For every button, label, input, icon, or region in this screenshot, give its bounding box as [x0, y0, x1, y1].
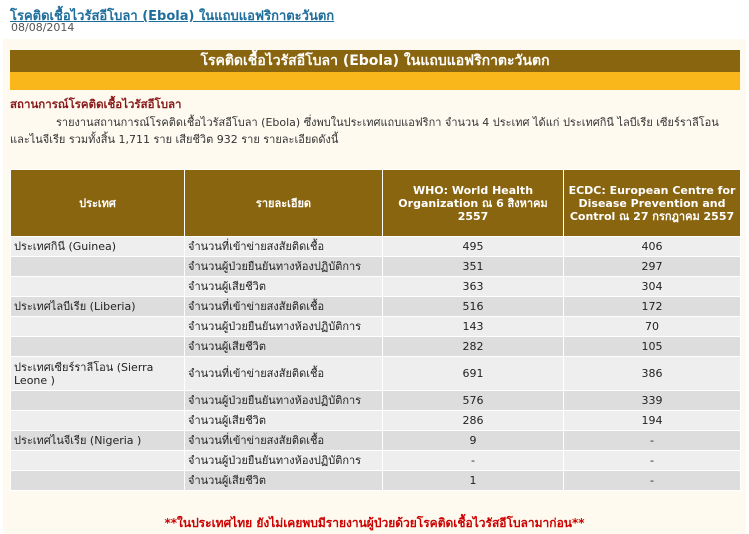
ecdc-value-cell: 105: [564, 337, 741, 357]
table-row: [11, 337, 741, 357]
table-row: [11, 237, 741, 257]
country-cell: [11, 257, 185, 277]
table-row: [11, 431, 741, 451]
who-value-cell: 143: [383, 317, 564, 337]
detail-cell: จำนวนผู้เสียชีวิต: [185, 337, 383, 357]
header-ecdc: ECDC: European Centre for Disease Prevention and Control ณ 27 กรกฎาคม 2557: [564, 170, 741, 237]
detail-cell: จำนวนที่เข้าข่ายสงสัยติดเชื้อ: [185, 237, 383, 257]
who-value-cell: 363: [383, 277, 564, 297]
table-row: [11, 411, 741, 431]
header-country: ประเทศ: [11, 170, 185, 237]
country-cell: [11, 411, 185, 431]
detail-cell: จำนวนที่เข้าข่ายสงสัยติดเชื้อ: [185, 297, 383, 317]
table-row: [11, 317, 741, 337]
section-heading: สถานการณ์โรคติดเชื้อไวรัสอีโบลา: [10, 97, 182, 111]
table-row: [11, 391, 741, 411]
ecdc-value-cell: -: [564, 471, 741, 491]
table-row: [11, 297, 741, 317]
country-cell: [11, 317, 185, 337]
detail-cell: จำนวนผู้เสียชีวิต: [185, 411, 383, 431]
who-value-cell: 286: [383, 411, 564, 431]
banner-title: โรคติดเชื้อไวรัสอีโบลา (Ebola) ในแถบแอฟริกาตะวันตก: [10, 50, 740, 72]
header-detail: รายละเอียด: [185, 170, 383, 237]
country-cell: ประเทศเซียร์ราลีโอน (Sierra Leone ): [11, 357, 185, 391]
ecdc-value-cell: 386: [564, 357, 741, 391]
ecdc-value-cell: 297: [564, 257, 741, 277]
detail-cell: จำนวนที่เข้าข่ายสงสัยติดเชื้อ: [185, 357, 383, 391]
country-cell: [11, 471, 185, 491]
ecdc-value-cell: 70: [564, 317, 741, 337]
header-who: WHO: World Health Organization ณ 6 สิงหาคม 2557: [383, 170, 564, 237]
ebola-cases-table: [10, 169, 741, 491]
country-cell: [11, 391, 185, 411]
table-row: [11, 471, 741, 491]
country-cell: [11, 277, 185, 297]
country-cell: [11, 337, 185, 357]
country-cell: ประเทศไลบีเรีย (Liberia): [11, 297, 185, 317]
detail-cell: จำนวนผู้ป่วยยืนยันทางห้องปฏิบัติการ: [185, 317, 383, 337]
publish-date: 08/08/2014: [11, 21, 75, 34]
ecdc-value-cell: -: [564, 451, 741, 471]
who-value-cell: 691: [383, 357, 564, 391]
page-title-link[interactable]: โรคติดเชื้อไวรัสอีโบลา (Ebola) ในแถบแอฟริกาตะวันตก: [10, 9, 335, 24]
detail-cell: จำนวนผู้ป่วยยืนยันทางห้องปฏิบัติการ: [185, 451, 383, 471]
detail-cell: จำนวนผู้เสียชีวิต: [185, 471, 383, 491]
table-row: [11, 277, 741, 297]
country-cell: ประเทศไนจีเรีย (Nigeria ): [11, 431, 185, 451]
who-value-cell: 516: [383, 297, 564, 317]
intro-paragraph: รายงานสถานการณ์โรคติดเชื้อไวรัสอีโบลา (Ebola) ซึ่งพบในประเทศแถบแอฟริกา จำนวน 4 ประเทศ ได้แก่ ประเทศกินี ไลบีเรีย เซียร์ราลีโอน และไนจีเรีย รวมทั้งสิ้น 1,711 ราย เสียชีวิต 932 ราย รายละเอียดดังนี้: [10, 116, 719, 146]
ecdc-value-cell: -: [564, 431, 741, 451]
who-value-cell: 576: [383, 391, 564, 411]
ecdc-value-cell: 194: [564, 411, 741, 431]
who-value-cell: 351: [383, 257, 564, 277]
country-cell: [11, 451, 185, 471]
who-value-cell: 1: [383, 471, 564, 491]
who-value-cell: 495: [383, 237, 564, 257]
ecdc-value-cell: 304: [564, 277, 741, 297]
ecdc-value-cell: 339: [564, 391, 741, 411]
table-header-row: [11, 170, 741, 237]
detail-cell: จำนวนผู้ป่วยยืนยันทางห้องปฏิบัติการ: [185, 257, 383, 277]
table-row: [11, 257, 741, 277]
ecdc-value-cell: 406: [564, 237, 741, 257]
table-row: [11, 357, 741, 391]
detail-cell: จำนวนที่เข้าข่ายสงสัยติดเชื้อ: [185, 431, 383, 451]
detail-cell: จำนวนผู้เสียชีวิต: [185, 277, 383, 297]
banner-strip: [10, 72, 740, 90]
ecdc-value-cell: 172: [564, 297, 741, 317]
country-cell: ประเทศกินี (Guinea): [11, 237, 185, 257]
table-row: [11, 451, 741, 471]
who-value-cell: -: [383, 451, 564, 471]
footnote: **ในประเทศไทย ยังไม่เคยพบมีรายงานผู้ป่วยด้วยโรคติดเชื้อไวรัสอีโบลามาก่อน**: [164, 516, 585, 530]
who-value-cell: 282: [383, 337, 564, 357]
detail-cell: จำนวนผู้ป่วยยืนยันทางห้องปฏิบัติการ: [185, 391, 383, 411]
who-value-cell: 9: [383, 431, 564, 451]
